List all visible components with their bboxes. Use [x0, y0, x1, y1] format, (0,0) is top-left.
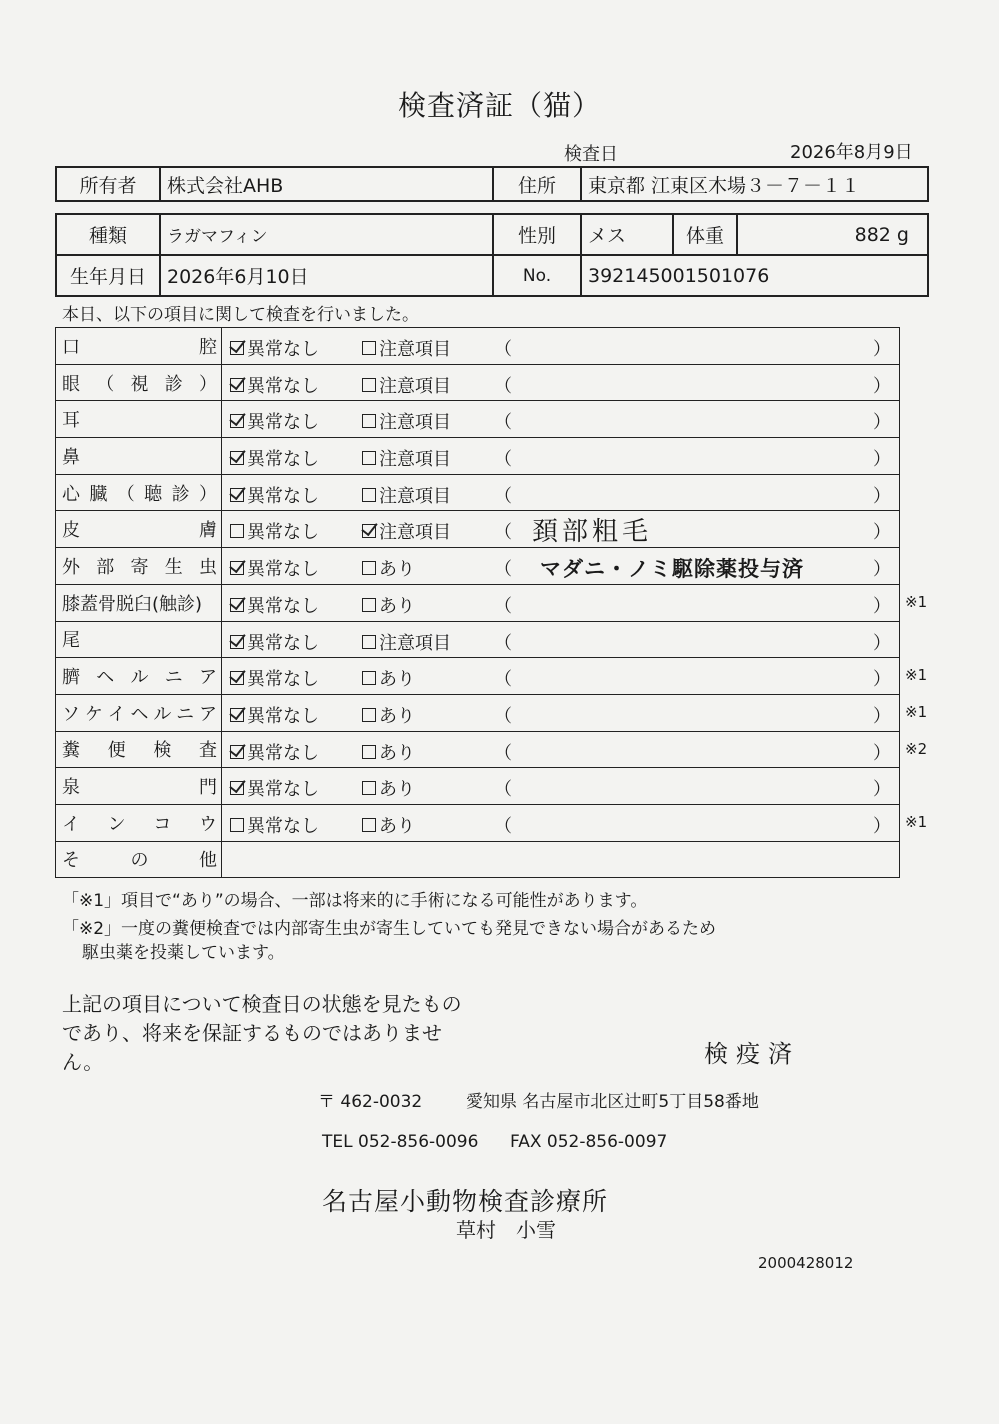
no-label: No.	[493, 255, 581, 296]
option-label: あり	[379, 559, 415, 581]
footnote-reference: ※1	[905, 813, 928, 832]
finding-option[interactable]	[362, 518, 451, 544]
exam-item-label: 臍 ヘ ル ニ ア	[62, 667, 217, 689]
option-label: 異常なし	[247, 375, 319, 397]
serial-number: 2000428012	[758, 1254, 854, 1272]
checkbox-icon[interactable]	[230, 745, 244, 759]
no-abnormality-option[interactable]	[230, 592, 319, 618]
exam-item-name	[56, 548, 222, 585]
finding-option[interactable]	[362, 775, 415, 801]
exam-note: 頚部粗毛	[532, 517, 653, 548]
option-label: 異常なし	[247, 412, 319, 434]
exam-row	[56, 548, 900, 585]
option-label: あり	[379, 595, 415, 617]
birth-value: 2026年6月10日	[160, 255, 493, 296]
option-label: あり	[379, 669, 415, 691]
quarantine-stamp: 検疫済	[704, 1040, 800, 1068]
finding-option[interactable]	[362, 702, 415, 728]
option-label: 異常なし	[247, 522, 319, 544]
exam-item-label: 外 部 寄 生 虫	[62, 556, 217, 578]
option-label: 注意項目	[379, 375, 451, 397]
option-label: 異常なし	[247, 705, 319, 727]
footnote-reference: ※1	[905, 703, 928, 721]
checkbox-icon[interactable]	[230, 635, 244, 649]
exam-item-name	[56, 438, 222, 475]
exam-row	[56, 474, 900, 511]
clinic-tel: TEL 052-856-0096	[322, 1132, 479, 1152]
exam-row	[56, 694, 900, 731]
exam-item-status	[222, 768, 900, 805]
exam-item-label: 心 臓 （ 聴 診 ）	[62, 483, 217, 505]
exam-row-other	[56, 841, 900, 878]
no-abnormality-option[interactable]	[230, 665, 319, 691]
checkbox-icon[interactable]	[362, 451, 376, 465]
paren-open: （	[494, 412, 512, 434]
checkbox-icon[interactable]	[230, 488, 244, 502]
checkbox-icon[interactable]	[230, 561, 244, 575]
option-label: 異常なし	[247, 815, 319, 837]
owner-label: 所有者	[56, 167, 160, 201]
option-label: 異常なし	[247, 632, 319, 654]
exam-item-name	[56, 474, 222, 511]
clinic-address: 愛知県 名古屋市北区辻町5丁目58番地	[466, 1092, 759, 1112]
option-label: 異常なし	[247, 669, 319, 691]
clinic-fax: FAX 052-856-0097	[510, 1132, 668, 1152]
checkbox-icon[interactable]	[230, 708, 244, 722]
exam-item-name	[56, 328, 222, 365]
option-label: 異常なし	[247, 559, 319, 581]
exam-row	[56, 328, 900, 365]
option-label: 注意項目	[379, 449, 451, 471]
checkbox-icon[interactable]	[362, 781, 376, 795]
finding-option[interactable]	[362, 812, 415, 838]
option-label: 注意項目	[379, 412, 451, 434]
owner-table	[55, 166, 929, 202]
breed-value: ラガマフィン	[160, 214, 493, 255]
exam-item-status	[222, 584, 900, 621]
exam-item-status	[222, 694, 900, 731]
paren-close: ）	[873, 669, 891, 691]
finding-option[interactable]	[362, 445, 451, 471]
no-abnormality-option[interactable]	[230, 629, 319, 655]
paren-close: ）	[873, 815, 891, 837]
exam-item-status	[222, 804, 900, 841]
exam-item-status	[222, 401, 900, 438]
exam-item-status	[222, 474, 900, 511]
option-label: あり	[379, 742, 415, 764]
no-abnormality-option[interactable]	[230, 445, 319, 471]
exam-item-name	[56, 621, 222, 658]
footnote-1: 「※1」項目で“あり”の場合、一部は将来的に手術になる可能性があります。	[62, 891, 648, 911]
exam-row	[56, 511, 900, 548]
paren-close: ）	[873, 412, 891, 434]
exam-row	[56, 621, 900, 658]
paren-open: （	[494, 742, 512, 764]
exam-table	[55, 327, 900, 878]
breed-label: 種類	[56, 214, 160, 255]
paren-open: （	[494, 595, 512, 617]
checkbox-icon[interactable]	[362, 341, 376, 355]
option-label: あり	[379, 779, 415, 801]
exam-item-status	[222, 658, 900, 695]
exam-item-name	[56, 804, 222, 841]
exam-item-label: 尾	[62, 630, 80, 652]
footnote-2-line-2: 駆虫薬を投薬しています。	[82, 943, 285, 963]
guarantee-text: 上記の項目について検査日の状態を見たものであり、将来を保証するものではありません。	[62, 992, 462, 1074]
checkbox-icon[interactable]	[230, 414, 244, 428]
exam-item-label: 糞 便 検 査	[62, 740, 217, 762]
option-label: 異常なし	[247, 449, 319, 471]
option-label: 異常なし	[247, 595, 319, 617]
no-abnormality-option[interactable]	[230, 775, 319, 801]
finding-option[interactable]	[362, 482, 451, 508]
pet-table	[55, 213, 929, 297]
clinic-name: 名古屋小動物検査診療所	[322, 1187, 609, 1216]
paren-close: ）	[873, 339, 891, 360]
other-value[interactable]	[222, 841, 900, 878]
option-label: 異常なし	[247, 779, 319, 801]
paren-close: ）	[873, 595, 891, 617]
sex-label: 性別	[493, 214, 581, 255]
option-label: あり	[379, 815, 415, 837]
checkbox-icon[interactable]	[362, 818, 376, 832]
exam-item-name	[56, 731, 222, 768]
weight-value: 882 g	[737, 214, 928, 255]
no-abnormality-option[interactable]	[230, 702, 319, 728]
no-abnormality-option[interactable]	[230, 482, 319, 508]
exam-item-name	[56, 658, 222, 695]
exam-item-status	[222, 328, 900, 365]
paren-open: （	[494, 779, 512, 801]
no-abnormality-option[interactable]	[230, 812, 319, 838]
finding-option[interactable]	[362, 592, 415, 618]
exam-item-name	[56, 768, 222, 805]
checkbox-icon[interactable]	[230, 341, 244, 355]
exam-item-status	[222, 548, 900, 585]
paren-close: ）	[873, 375, 891, 397]
paren-open: （	[494, 815, 512, 837]
exam-row	[56, 768, 900, 805]
exam-item-label: 鼻	[62, 446, 80, 468]
exam-item-name	[56, 401, 222, 438]
exam-note: マダニ・ノミ駆除薬投与済	[540, 557, 804, 582]
option-label: 注意項目	[379, 632, 451, 654]
exam-item-label: ソ ケ イ ヘ ル ニ ア	[62, 703, 217, 725]
finding-option[interactable]	[362, 739, 415, 765]
checkbox-icon[interactable]	[230, 451, 244, 465]
footnote-reference: ※1	[905, 592, 928, 611]
owner-address: 東京都 江東区木場３－７－１１	[581, 167, 928, 201]
checkbox-icon[interactable]	[230, 671, 244, 685]
checkbox-icon[interactable]	[362, 598, 376, 612]
finding-option[interactable]	[362, 555, 415, 581]
exam-item-status	[222, 511, 900, 548]
checkbox-icon[interactable]	[230, 818, 244, 832]
finding-option[interactable]	[362, 372, 451, 398]
exam-item-label: イ ン コ ウ	[62, 813, 217, 835]
address-label: 住所	[493, 167, 581, 201]
exam-item-name	[56, 364, 222, 401]
no-abnormality-option[interactable]	[230, 372, 319, 398]
no-abnormality-option[interactable]	[230, 739, 319, 765]
finding-option[interactable]	[362, 335, 451, 361]
microchip-number: 392145001501076	[581, 255, 928, 296]
postal-code: 〒 462-0032	[318, 1092, 423, 1112]
intro-text: 本日、以下の項目に関して検査を行いました。	[62, 305, 419, 325]
paren-close: ）	[873, 632, 891, 654]
option-label: あり	[379, 705, 415, 727]
paren-open: （	[494, 559, 512, 581]
exam-row	[56, 804, 900, 841]
exam-date: 2026年8月9日	[790, 142, 913, 163]
exam-row	[56, 658, 900, 695]
option-label: 異常なし	[247, 485, 319, 507]
paren-close: ）	[873, 742, 891, 764]
checkbox-icon[interactable]	[362, 378, 376, 392]
exam-row	[56, 438, 900, 475]
footnote-reference: ※2	[905, 739, 928, 758]
option-label: 異常なし	[247, 742, 319, 764]
doctor-name: 草村 小雪	[456, 1218, 556, 1242]
paren-close: ）	[873, 779, 891, 801]
option-label: 異常なし	[247, 339, 319, 360]
birth-label: 生年月日	[56, 255, 160, 296]
exam-row	[56, 364, 900, 401]
footnote-2-line-1: 「※2」一度の糞便検査では内部寄生虫が寄生していても発見できない場合があるため	[62, 919, 717, 939]
checkbox-icon[interactable]	[362, 708, 376, 722]
checkbox-icon[interactable]	[230, 524, 244, 538]
checkbox-icon[interactable]	[362, 524, 376, 538]
weight-label: 体重	[673, 214, 737, 255]
exam-row	[56, 584, 900, 621]
checkbox-icon[interactable]	[230, 781, 244, 795]
exam-item-name	[56, 584, 222, 621]
finding-option[interactable]	[362, 665, 415, 691]
owner-name: 株式会社AHB	[160, 167, 493, 201]
document-title: 検査済証（猫）	[397, 89, 601, 122]
finding-option[interactable]	[362, 629, 451, 655]
paren-open: （	[494, 669, 512, 691]
exam-item-label: 膝蓋骨脱臼(触診)	[62, 593, 203, 615]
paren-close: ）	[873, 705, 891, 727]
paren-open: （	[494, 522, 512, 544]
option-label: 注意項目	[379, 339, 451, 360]
paren-close: ）	[873, 449, 891, 471]
exam-item-status	[222, 438, 900, 475]
exam-item-label: 口 腔	[62, 336, 217, 358]
finding-option[interactable]	[362, 408, 451, 434]
checkbox-icon[interactable]	[362, 671, 376, 685]
checkbox-icon[interactable]	[230, 378, 244, 392]
no-abnormality-option[interactable]	[230, 335, 319, 361]
exam-item-label: 眼 （ 視 診 ）	[62, 373, 217, 395]
paren-open: （	[494, 375, 512, 397]
option-label: 注意項目	[379, 485, 451, 507]
exam-row	[56, 731, 900, 768]
exam-item-name	[56, 694, 222, 731]
exam-item-label: 皮 膚	[62, 520, 217, 542]
checkbox-icon[interactable]	[362, 635, 376, 649]
exam-date-label: 検査日	[564, 144, 618, 165]
paren-close: ）	[873, 559, 891, 581]
checkbox-icon[interactable]	[362, 745, 376, 759]
option-label: 注意項目	[379, 522, 451, 544]
footnote-reference: ※1	[905, 666, 928, 685]
no-abnormality-option[interactable]	[230, 408, 319, 434]
checkbox-icon[interactable]	[362, 561, 376, 575]
paren-open: （	[494, 705, 512, 727]
other-label: そ の 他	[62, 850, 217, 872]
exam-row	[56, 401, 900, 438]
sex-value: メス	[581, 214, 673, 255]
checkbox-icon[interactable]	[362, 414, 376, 428]
exam-item-status	[222, 731, 900, 768]
exam-item-status	[222, 364, 900, 401]
paren-open: （	[494, 449, 512, 471]
paren-close: ）	[873, 485, 891, 507]
paren-close: ）	[873, 522, 891, 544]
checkbox-icon[interactable]	[230, 598, 244, 612]
paren-open: （	[494, 632, 512, 654]
no-abnormality-option[interactable]	[230, 518, 319, 544]
exam-item-name	[56, 511, 222, 548]
paren-open: （	[494, 485, 512, 507]
exam-item-status	[222, 621, 900, 658]
exam-item-label: 耳	[62, 410, 80, 432]
other-label-cell	[56, 841, 222, 878]
no-abnormality-option[interactable]	[230, 555, 319, 581]
paren-open: （	[494, 339, 512, 360]
checkbox-icon[interactable]	[362, 488, 376, 502]
exam-item-label: 泉 門	[62, 777, 217, 799]
